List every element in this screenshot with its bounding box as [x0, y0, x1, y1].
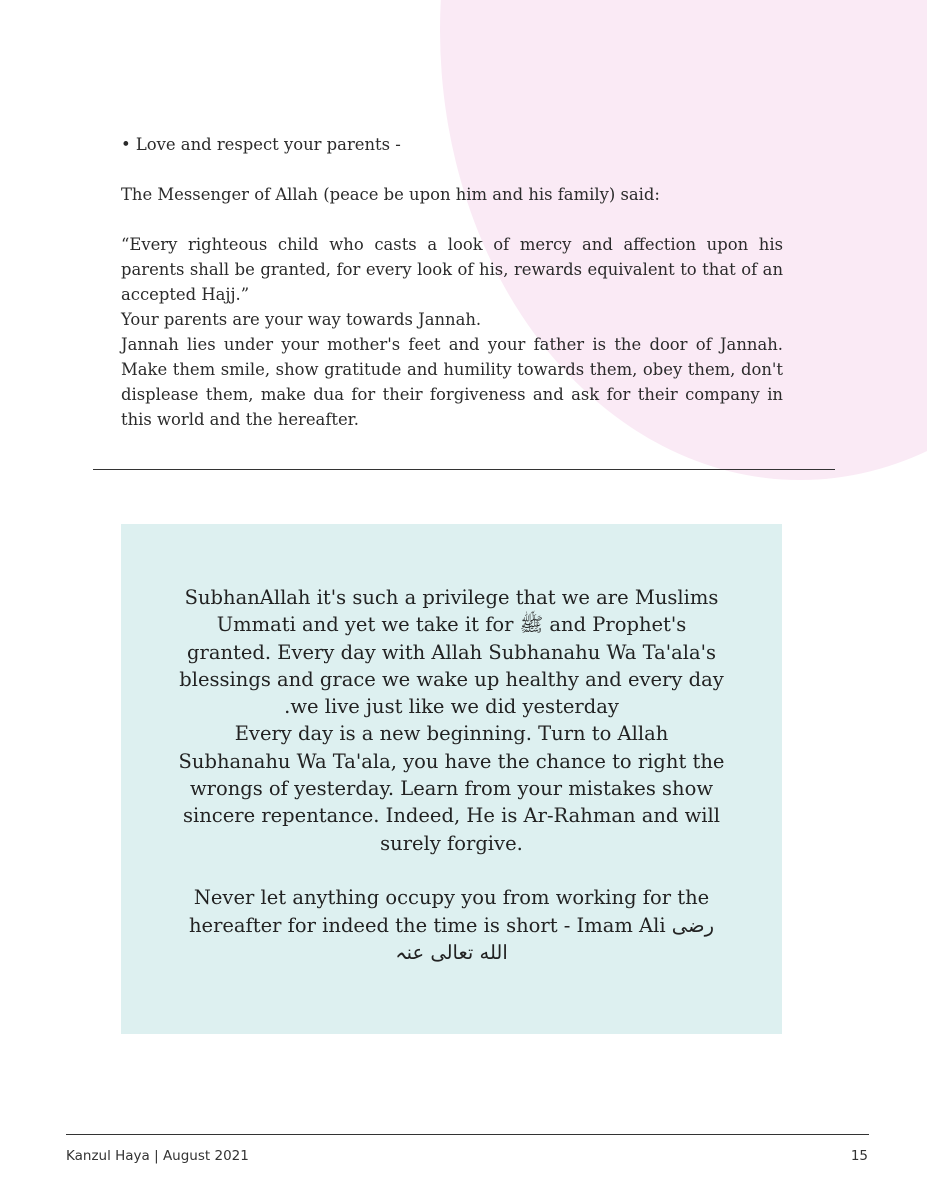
reflection-line: SubhanAllah it's such a privilege that we are Muslims [184, 586, 719, 609]
reflection-line: Ummati and yet we take it for ﷺ and Prophet's [216, 613, 687, 637]
bullet-heading: • Love and respect your parents - [121, 135, 401, 154]
closing-line: الله تعالی عنہ [395, 940, 508, 964]
reflection-line: Every day is a new beginning. Turn to Allah [234, 722, 669, 746]
reflection-line: granted. Every day with Allah Subhanahu Wa Ta'ala's [187, 640, 716, 664]
page-number: 15 [850, 1148, 868, 1164]
reflection-text [176, 584, 727, 966]
footer-publication: Kanzul Haya | August 2021 [66, 1148, 249, 1164]
reflection-line: surely forgive. [380, 831, 523, 855]
reflection-line: sincere repentance. Indeed, He is Ar-Rahman and will [183, 804, 720, 828]
reflection-line: blessings and grace we wake up healthy and every day [179, 667, 724, 691]
line-way-to-jannah: Your parents are your way towards Jannah. [121, 310, 482, 329]
closing-line: Never let anything occupy you from working for the [193, 886, 710, 910]
reflection-line: wrongs of yesterday. Learn from your mistakes show [189, 777, 714, 801]
parents-paragraph: Jannah lies under your mother's feet and your father is the door of Jannah. Make them smile, show gratitude and humility towards them, obey them, don't displease them, make dua for their forgiveness and ask for their company in this world and the hereafter. [121, 335, 783, 429]
section-divider [93, 469, 835, 470]
quote-attribution: The Messenger of Allah (peace be upon him and his family) said: [121, 185, 660, 204]
footer-divider [66, 1134, 869, 1135]
reflection-box [121, 524, 782, 1034]
reflection-line: Subhanahu Wa Ta'ala, you have the chance to right the [178, 749, 725, 773]
closing-line: hereafter for indeed the time is short - Imam Ali رضی [188, 913, 715, 937]
hadith-quote: “Every righteous child who casts a look of mercy and affection upon his parents shall be granted, for every look of his, rewards equivalent to that of an accepted Hajj.” [121, 235, 783, 304]
article-body [121, 132, 783, 432]
reflection-line: .we live just like we did yesterday [284, 695, 619, 719]
